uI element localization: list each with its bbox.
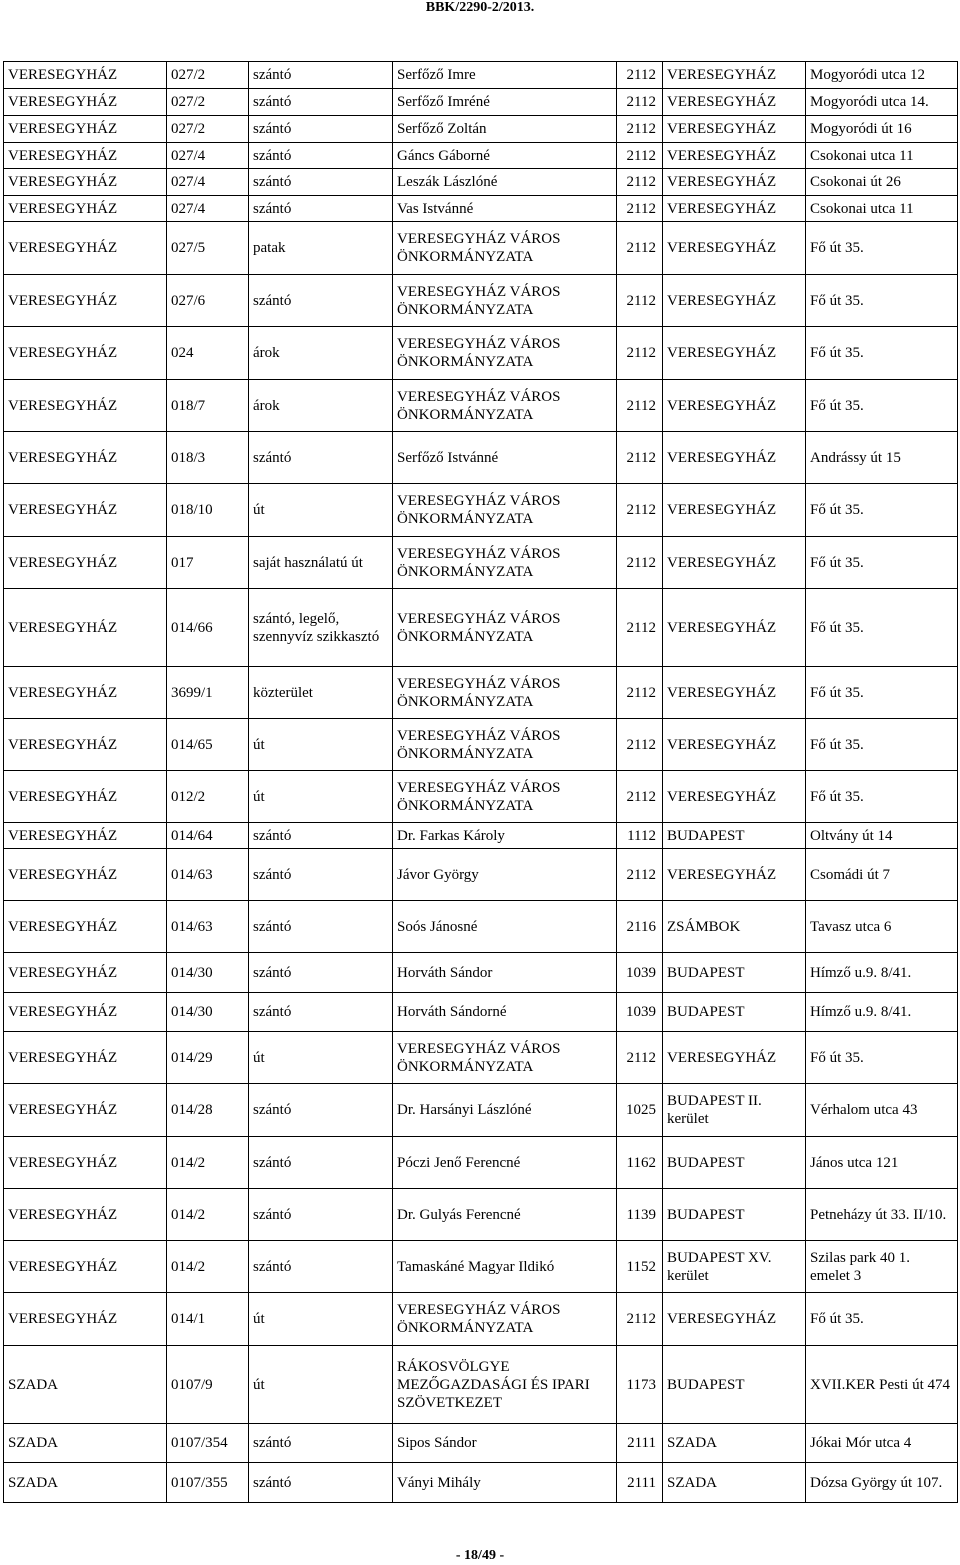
land-use-cell: közterület bbox=[249, 667, 393, 719]
table-row bbox=[4, 993, 958, 1032]
settlement-cell: VERESEGYHÁZ bbox=[4, 1032, 167, 1084]
postal-code-cell: 2112 bbox=[617, 275, 663, 327]
land-use-cell: szántó bbox=[249, 169, 393, 196]
parcel-number-cell: 014/28 bbox=[167, 1084, 249, 1137]
owner-name-cell: Ványi Mihály bbox=[393, 1463, 617, 1503]
land-use-cell: árok bbox=[249, 327, 393, 380]
city-cell: SZADA bbox=[663, 1424, 806, 1463]
street-address-cell: Fő út 35. bbox=[806, 222, 958, 275]
street-address-cell: Csokonai utca 11 bbox=[806, 143, 958, 169]
street-address-cell: Dózsa György út 107. bbox=[806, 1463, 958, 1503]
settlement-cell: VERESEGYHÁZ bbox=[4, 275, 167, 327]
table-row bbox=[4, 380, 958, 432]
settlement-cell: VERESEGYHÁZ bbox=[4, 1241, 167, 1293]
city-cell: ZSÁMBOK bbox=[663, 901, 806, 953]
settlement-cell: VERESEGYHÁZ bbox=[4, 719, 167, 771]
land-use-cell: szántó, legelő, szennyvíz szikkasztó bbox=[249, 589, 393, 667]
postal-code-cell: 2116 bbox=[617, 901, 663, 953]
city-cell: BUDAPEST XV. kerület bbox=[663, 1241, 806, 1293]
table-row bbox=[4, 667, 958, 719]
street-address-cell: Tavasz utca 6 bbox=[806, 901, 958, 953]
settlement-cell: VERESEGYHÁZ bbox=[4, 222, 167, 275]
settlement-cell: VERESEGYHÁZ bbox=[4, 849, 167, 901]
street-address-cell: Fő út 35. bbox=[806, 771, 958, 823]
table-row bbox=[4, 1137, 958, 1189]
settlement-cell: VERESEGYHÁZ bbox=[4, 771, 167, 823]
land-use-cell: út bbox=[249, 1293, 393, 1346]
land-use-cell: szántó bbox=[249, 953, 393, 993]
parcel-number-cell: 027/2 bbox=[167, 116, 249, 143]
street-address-cell: Vérhalom utca 43 bbox=[806, 1084, 958, 1137]
settlement-cell: VERESEGYHÁZ bbox=[4, 380, 167, 432]
owner-name-cell: Póczi Jenő Ferencné bbox=[393, 1137, 617, 1189]
owner-name-cell: VERESEGYHÁZ VÁROS ÖNKORMÁNYZATA bbox=[393, 667, 617, 719]
city-cell: VERESEGYHÁZ bbox=[663, 432, 806, 484]
land-use-cell: út bbox=[249, 484, 393, 537]
postal-code-cell: 2112 bbox=[617, 143, 663, 169]
postal-code-cell: 2112 bbox=[617, 196, 663, 222]
parcel-number-cell: 014/29 bbox=[167, 1032, 249, 1084]
postal-code-cell: 2112 bbox=[617, 62, 663, 89]
table-row bbox=[4, 1084, 958, 1137]
city-cell: BUDAPEST bbox=[663, 1137, 806, 1189]
table-row bbox=[4, 116, 958, 143]
settlement-cell: VERESEGYHÁZ bbox=[4, 953, 167, 993]
city-cell: VERESEGYHÁZ bbox=[663, 1032, 806, 1084]
street-address-cell: Szilas park 40 1. emelet 3 bbox=[806, 1241, 958, 1293]
parcel-number-cell: 014/2 bbox=[167, 1189, 249, 1241]
city-cell: VERESEGYHÁZ bbox=[663, 169, 806, 196]
owner-name-cell: VERESEGYHÁZ VÁROS ÖNKORMÁNYZATA bbox=[393, 771, 617, 823]
land-use-cell: szántó bbox=[249, 432, 393, 484]
land-use-cell: szántó bbox=[249, 143, 393, 169]
street-address-cell: Fő út 35. bbox=[806, 589, 958, 667]
postal-code-cell: 2112 bbox=[617, 849, 663, 901]
settlement-cell: SZADA bbox=[4, 1424, 167, 1463]
land-use-cell: út bbox=[249, 1346, 393, 1424]
owner-name-cell: VERESEGYHÁZ VÁROS ÖNKORMÁNYZATA bbox=[393, 275, 617, 327]
city-cell: VERESEGYHÁZ bbox=[663, 116, 806, 143]
city-cell: VERESEGYHÁZ bbox=[663, 1293, 806, 1346]
land-use-cell: szántó bbox=[249, 275, 393, 327]
parcel-number-cell: 027/6 bbox=[167, 275, 249, 327]
street-address-cell: XVII.KER Pesti út 474 bbox=[806, 1346, 958, 1424]
postal-code-cell: 1162 bbox=[617, 1137, 663, 1189]
table-row bbox=[4, 771, 958, 823]
postal-code-cell: 2112 bbox=[617, 380, 663, 432]
table-row bbox=[4, 1189, 958, 1241]
table-row bbox=[4, 222, 958, 275]
postal-code-cell: 2112 bbox=[617, 169, 663, 196]
settlement-cell: VERESEGYHÁZ bbox=[4, 116, 167, 143]
postal-code-cell: 1112 bbox=[617, 823, 663, 849]
city-cell: SZADA bbox=[663, 1463, 806, 1503]
document-id: BBK/2290-2/2013. bbox=[425, 0, 535, 15]
city-cell: VERESEGYHÁZ bbox=[663, 537, 806, 589]
owner-name-cell: Jávor György bbox=[393, 849, 617, 901]
city-cell: BUDAPEST bbox=[663, 953, 806, 993]
land-use-cell: út bbox=[249, 719, 393, 771]
street-address-cell: Fő út 35. bbox=[806, 1032, 958, 1084]
table-row bbox=[4, 1032, 958, 1084]
settlement-cell: VERESEGYHÁZ bbox=[4, 993, 167, 1032]
city-cell: BUDAPEST II. kerület bbox=[663, 1084, 806, 1137]
owner-name-cell: VERESEGYHÁZ VÁROS ÖNKORMÁNYZATA bbox=[393, 327, 617, 380]
city-cell: BUDAPEST bbox=[663, 823, 806, 849]
postal-code-cell: 2112 bbox=[617, 116, 663, 143]
parcel-number-cell: 017 bbox=[167, 537, 249, 589]
street-address-cell: Fő út 35. bbox=[806, 484, 958, 537]
land-use-cell: szántó bbox=[249, 1084, 393, 1137]
land-use-cell: szántó bbox=[249, 1189, 393, 1241]
postal-code-cell: 1039 bbox=[617, 953, 663, 993]
land-use-cell: szántó bbox=[249, 89, 393, 116]
city-cell: VERESEGYHÁZ bbox=[663, 89, 806, 116]
street-address-cell: Mogyoródi utca 12 bbox=[806, 62, 958, 89]
land-use-cell: szántó bbox=[249, 993, 393, 1032]
owner-name-cell: Vas Istvánné bbox=[393, 196, 617, 222]
settlement-cell: VERESEGYHÁZ bbox=[4, 667, 167, 719]
owner-name-cell: Gáncs Gáborné bbox=[393, 143, 617, 169]
settlement-cell: VERESEGYHÁZ bbox=[4, 589, 167, 667]
parcel-number-cell: 024 bbox=[167, 327, 249, 380]
parcel-number-cell: 014/63 bbox=[167, 901, 249, 953]
settlement-cell: VERESEGYHÁZ bbox=[4, 901, 167, 953]
settlement-cell: VERESEGYHÁZ bbox=[4, 327, 167, 380]
owner-name-cell: Horváth Sándor bbox=[393, 953, 617, 993]
postal-code-cell: 2112 bbox=[617, 89, 663, 116]
table-row bbox=[4, 484, 958, 537]
city-cell: VERESEGYHÁZ bbox=[663, 222, 806, 275]
postal-code-cell: 2112 bbox=[617, 327, 663, 380]
postal-code-cell: 2112 bbox=[617, 1293, 663, 1346]
city-cell: BUDAPEST bbox=[663, 993, 806, 1032]
postal-code-cell: 2112 bbox=[617, 589, 663, 667]
table-row bbox=[4, 823, 958, 849]
city-cell: VERESEGYHÁZ bbox=[663, 143, 806, 169]
postal-code-cell: 1152 bbox=[617, 1241, 663, 1293]
table-row bbox=[4, 196, 958, 222]
postal-code-cell: 2112 bbox=[617, 1032, 663, 1084]
land-use-cell: saját használatú út bbox=[249, 537, 393, 589]
city-cell: VERESEGYHÁZ bbox=[663, 484, 806, 537]
parcel-number-cell: 027/4 bbox=[167, 169, 249, 196]
street-address-cell: Fő út 35. bbox=[806, 327, 958, 380]
parcel-number-cell: 3699/1 bbox=[167, 667, 249, 719]
postal-code-cell: 1139 bbox=[617, 1189, 663, 1241]
parcel-number-cell: 018/10 bbox=[167, 484, 249, 537]
street-address-cell: Fő út 35. bbox=[806, 667, 958, 719]
settlement-cell: VERESEGYHÁZ bbox=[4, 484, 167, 537]
land-use-cell: szántó bbox=[249, 901, 393, 953]
owner-name-cell: VERESEGYHÁZ VÁROS ÖNKORMÁNYZATA bbox=[393, 1032, 617, 1084]
parcel-number-cell: 012/2 bbox=[167, 771, 249, 823]
table-row bbox=[4, 1293, 958, 1346]
owner-name-cell: VERESEGYHÁZ VÁROS ÖNKORMÁNYZATA bbox=[393, 719, 617, 771]
street-address-cell: Mogyoródi utca 14. bbox=[806, 89, 958, 116]
street-address-cell: Fő út 35. bbox=[806, 380, 958, 432]
postal-code-cell: 2112 bbox=[617, 537, 663, 589]
parcel-number-cell: 014/30 bbox=[167, 993, 249, 1032]
street-address-cell: Fő út 35. bbox=[806, 275, 958, 327]
owner-name-cell: Soós Jánosné bbox=[393, 901, 617, 953]
city-cell: VERESEGYHÁZ bbox=[663, 771, 806, 823]
settlement-cell: VERESEGYHÁZ bbox=[4, 1084, 167, 1137]
postal-code-cell: 2112 bbox=[617, 222, 663, 275]
parcel-number-cell: 018/3 bbox=[167, 432, 249, 484]
city-cell: BUDAPEST bbox=[663, 1346, 806, 1424]
settlement-cell: VERESEGYHÁZ bbox=[4, 196, 167, 222]
land-use-cell: út bbox=[249, 771, 393, 823]
table-row bbox=[4, 169, 958, 196]
settlement-cell: VERESEGYHÁZ bbox=[4, 823, 167, 849]
owner-register-table bbox=[3, 61, 958, 1503]
table-body bbox=[4, 62, 958, 1503]
owner-name-cell: Horváth Sándorné bbox=[393, 993, 617, 1032]
street-address-cell: Csomádi út 7 bbox=[806, 849, 958, 901]
land-use-cell: szántó bbox=[249, 116, 393, 143]
street-address-cell: Mogyoródi út 16 bbox=[806, 116, 958, 143]
owner-name-cell: Serfőző Zoltán bbox=[393, 116, 617, 143]
postal-code-cell: 2112 bbox=[617, 432, 663, 484]
parcel-number-cell: 014/1 bbox=[167, 1293, 249, 1346]
settlement-cell: VERESEGYHÁZ bbox=[4, 62, 167, 89]
owner-name-cell: Sipos Sándor bbox=[393, 1424, 617, 1463]
postal-code-cell: 2111 bbox=[617, 1424, 663, 1463]
settlement-cell: VERESEGYHÁZ bbox=[4, 89, 167, 116]
land-use-cell: szántó bbox=[249, 196, 393, 222]
owner-name-cell: Leszák Lászlóné bbox=[393, 169, 617, 196]
owner-name-cell: VERESEGYHÁZ VÁROS ÖNKORMÁNYZATA bbox=[393, 589, 617, 667]
parcel-number-cell: 014/2 bbox=[167, 1241, 249, 1293]
city-cell: VERESEGYHÁZ bbox=[663, 380, 806, 432]
street-address-cell: Csokonai út 26 bbox=[806, 169, 958, 196]
settlement-cell: VERESEGYHÁZ bbox=[4, 169, 167, 196]
city-cell: VERESEGYHÁZ bbox=[663, 719, 806, 771]
street-address-cell: Oltvány út 14 bbox=[806, 823, 958, 849]
parcel-number-cell: 014/65 bbox=[167, 719, 249, 771]
postal-code-cell: 2111 bbox=[617, 1463, 663, 1503]
owner-name-cell: VERESEGYHÁZ VÁROS ÖNKORMÁNYZATA bbox=[393, 1293, 617, 1346]
settlement-cell: SZADA bbox=[4, 1463, 167, 1503]
postal-code-cell: 1039 bbox=[617, 993, 663, 1032]
parcel-number-cell: 014/63 bbox=[167, 849, 249, 901]
table-row bbox=[4, 1463, 958, 1503]
street-address-cell: Andrássy út 15 bbox=[806, 432, 958, 484]
city-cell: VERESEGYHÁZ bbox=[663, 196, 806, 222]
settlement-cell: VERESEGYHÁZ bbox=[4, 143, 167, 169]
parcel-number-cell: 014/66 bbox=[167, 589, 249, 667]
land-use-cell: patak bbox=[249, 222, 393, 275]
settlement-cell: VERESEGYHÁZ bbox=[4, 537, 167, 589]
parcel-number-cell: 014/2 bbox=[167, 1137, 249, 1189]
owner-name-cell: Serfőző Istvánné bbox=[393, 432, 617, 484]
parcel-number-cell: 018/7 bbox=[167, 380, 249, 432]
parcel-number-cell: 014/30 bbox=[167, 953, 249, 993]
table-row bbox=[4, 275, 958, 327]
settlement-cell: VERESEGYHÁZ bbox=[4, 1189, 167, 1241]
owner-name-cell: VERESEGYHÁZ VÁROS ÖNKORMÁNYZATA bbox=[393, 537, 617, 589]
land-use-cell: szántó bbox=[249, 1424, 393, 1463]
table-row bbox=[4, 719, 958, 771]
street-address-cell: Petneházy út 33. II/10. bbox=[806, 1189, 958, 1241]
table-row bbox=[4, 432, 958, 484]
owner-name-cell: Dr. Harsányi Lászlóné bbox=[393, 1084, 617, 1137]
postal-code-cell: 1025 bbox=[617, 1084, 663, 1137]
parcel-number-cell: 027/4 bbox=[167, 143, 249, 169]
table-row bbox=[4, 143, 958, 169]
city-cell: VERESEGYHÁZ bbox=[663, 589, 806, 667]
table-row bbox=[4, 1424, 958, 1463]
street-address-cell: Jókai Mór utca 4 bbox=[806, 1424, 958, 1463]
table-row bbox=[4, 537, 958, 589]
city-cell: VERESEGYHÁZ bbox=[663, 667, 806, 719]
city-cell: VERESEGYHÁZ bbox=[663, 62, 806, 89]
parcel-number-cell: 0107/9 bbox=[167, 1346, 249, 1424]
table-row bbox=[4, 1346, 958, 1424]
parcel-number-cell: 027/2 bbox=[167, 62, 249, 89]
table-row bbox=[4, 62, 958, 89]
owner-name-cell: RÁKOSVÖLGYE MEZŐGAZDASÁGI ÉS IPARI SZÖVETKEZET bbox=[393, 1346, 617, 1424]
parcel-number-cell: 014/64 bbox=[167, 823, 249, 849]
city-cell: BUDAPEST bbox=[663, 1189, 806, 1241]
postal-code-cell: 1173 bbox=[617, 1346, 663, 1424]
land-use-cell: út bbox=[249, 1032, 393, 1084]
settlement-cell: VERESEGYHÁZ bbox=[4, 1137, 167, 1189]
city-cell: VERESEGYHÁZ bbox=[663, 275, 806, 327]
owner-name-cell: Tamaskáné Magyar Ildikó bbox=[393, 1241, 617, 1293]
land-use-cell: szántó bbox=[249, 1463, 393, 1503]
land-use-cell: árok bbox=[249, 380, 393, 432]
land-use-cell: szántó bbox=[249, 849, 393, 901]
page-number: - 18/49 - bbox=[455, 1548, 505, 1563]
table-row bbox=[4, 1241, 958, 1293]
settlement-cell: VERESEGYHÁZ bbox=[4, 1293, 167, 1346]
postal-code-cell: 2112 bbox=[617, 667, 663, 719]
table-row bbox=[4, 589, 958, 667]
parcel-number-cell: 027/4 bbox=[167, 196, 249, 222]
land-use-cell: szántó bbox=[249, 1137, 393, 1189]
parcel-number-cell: 0107/355 bbox=[167, 1463, 249, 1503]
table-row bbox=[4, 901, 958, 953]
owner-name-cell: VERESEGYHÁZ VÁROS ÖNKORMÁNYZATA bbox=[393, 222, 617, 275]
street-address-cell: Hímző u.9. 8/41. bbox=[806, 993, 958, 1032]
city-cell: VERESEGYHÁZ bbox=[663, 327, 806, 380]
parcel-number-cell: 027/5 bbox=[167, 222, 249, 275]
owner-name-cell: Serfőző Imréné bbox=[393, 89, 617, 116]
street-address-cell: Csokonai utca 11 bbox=[806, 196, 958, 222]
owner-name-cell: VERESEGYHÁZ VÁROS ÖNKORMÁNYZATA bbox=[393, 380, 617, 432]
street-address-cell: Fő út 35. bbox=[806, 1293, 958, 1346]
street-address-cell: Fő út 35. bbox=[806, 537, 958, 589]
city-cell: VERESEGYHÁZ bbox=[663, 849, 806, 901]
table-row bbox=[4, 89, 958, 116]
owner-name-cell: Dr. Gulyás Ferencné bbox=[393, 1189, 617, 1241]
table-row bbox=[4, 849, 958, 901]
street-address-cell: János utca 121 bbox=[806, 1137, 958, 1189]
table-row bbox=[4, 953, 958, 993]
postal-code-cell: 2112 bbox=[617, 719, 663, 771]
land-use-cell: szántó bbox=[249, 1241, 393, 1293]
owner-name-cell: Serfőző Imre bbox=[393, 62, 617, 89]
parcel-number-cell: 0107/354 bbox=[167, 1424, 249, 1463]
parcel-number-cell: 027/2 bbox=[167, 89, 249, 116]
table-row bbox=[4, 327, 958, 380]
land-use-cell: szántó bbox=[249, 823, 393, 849]
owner-name-cell: Dr. Farkas Károly bbox=[393, 823, 617, 849]
owner-name-cell: VERESEGYHÁZ VÁROS ÖNKORMÁNYZATA bbox=[393, 484, 617, 537]
settlement-cell: SZADA bbox=[4, 1346, 167, 1424]
settlement-cell: VERESEGYHÁZ bbox=[4, 432, 167, 484]
postal-code-cell: 2112 bbox=[617, 484, 663, 537]
street-address-cell: Hímző u.9. 8/41. bbox=[806, 953, 958, 993]
street-address-cell: Fő út 35. bbox=[806, 719, 958, 771]
land-use-cell: szántó bbox=[249, 62, 393, 89]
postal-code-cell: 2112 bbox=[617, 771, 663, 823]
